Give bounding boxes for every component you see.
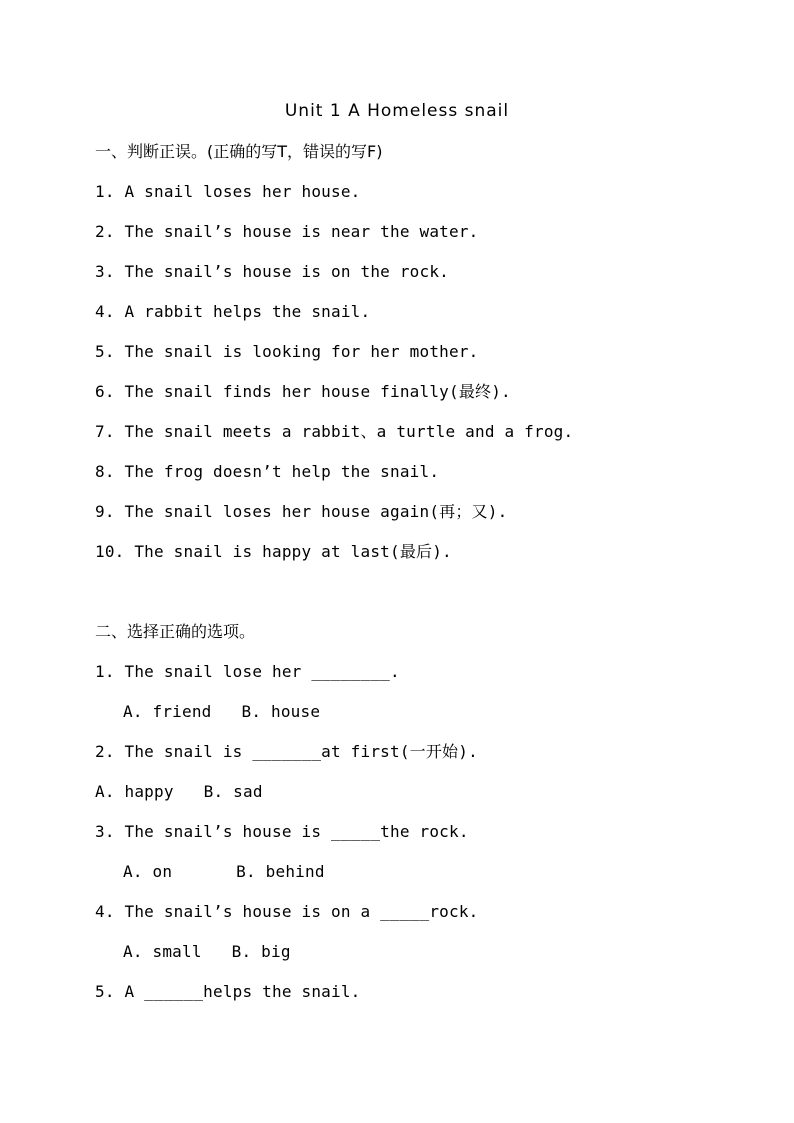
mc-option-3b: B. behind <box>236 862 325 881</box>
tf-item-9: 9. The snail loses her house again(再；又). <box>95 502 508 521</box>
mc-option-1b: B. house <box>241 702 321 721</box>
section1-heading: 一、判断正误。(正确的写T，错误的写F) <box>95 142 383 161</box>
tf-item-4: 4. A rabbit helps the snail. <box>95 302 371 321</box>
mc-option-4a: A. small <box>123 942 202 961</box>
mc-question-3: 3. The snail’s house is _____the rock. <box>95 822 469 841</box>
mc-option-2a: A. happy <box>95 782 174 801</box>
tf-item-2: 2. The snail’s house is near the water. <box>95 222 479 241</box>
mc-options-4 <box>123 941 291 963</box>
mc-option-3a: A. on <box>123 862 173 881</box>
mc-options-1 <box>123 701 320 723</box>
tf-item-7: 7. The snail meets a rabbit、a turtle and a frog. <box>95 422 574 441</box>
mc-question-4: 4. The snail’s house is on a _____rock. <box>95 902 479 921</box>
tf-item-6: 6. The snail finds her house finally(最终). <box>95 382 511 401</box>
mc-question-2: 2. The snail is _______at first(一开始). <box>95 742 478 761</box>
mc-option-1a: A. friend <box>123 702 212 721</box>
mc-options-2 <box>95 781 263 803</box>
tf-item-5: 5. The snail is looking for her mother. <box>95 342 479 361</box>
tf-item-10: 10. The snail is happy at last(最后). <box>95 542 452 561</box>
tf-item-3: 3. The snail’s house is on the rock. <box>95 262 449 281</box>
page-title: Unit 1 A Homeless snail <box>284 101 510 121</box>
tf-item-8: 8. The frog doesn’t help the snail. <box>95 462 440 481</box>
mc-option-4b: B. big <box>231 942 291 961</box>
tf-item-1: 1. A snail loses her house. <box>95 182 361 201</box>
mc-option-2b: B. sad <box>203 782 263 801</box>
mc-question-1: 1. The snail lose her ________. <box>95 662 400 681</box>
mc-question-5: 5. A ______helps the snail. <box>95 982 361 1001</box>
mc-options-3 <box>123 861 325 883</box>
section2-heading: 二、选择正确的选项。 <box>95 622 256 641</box>
